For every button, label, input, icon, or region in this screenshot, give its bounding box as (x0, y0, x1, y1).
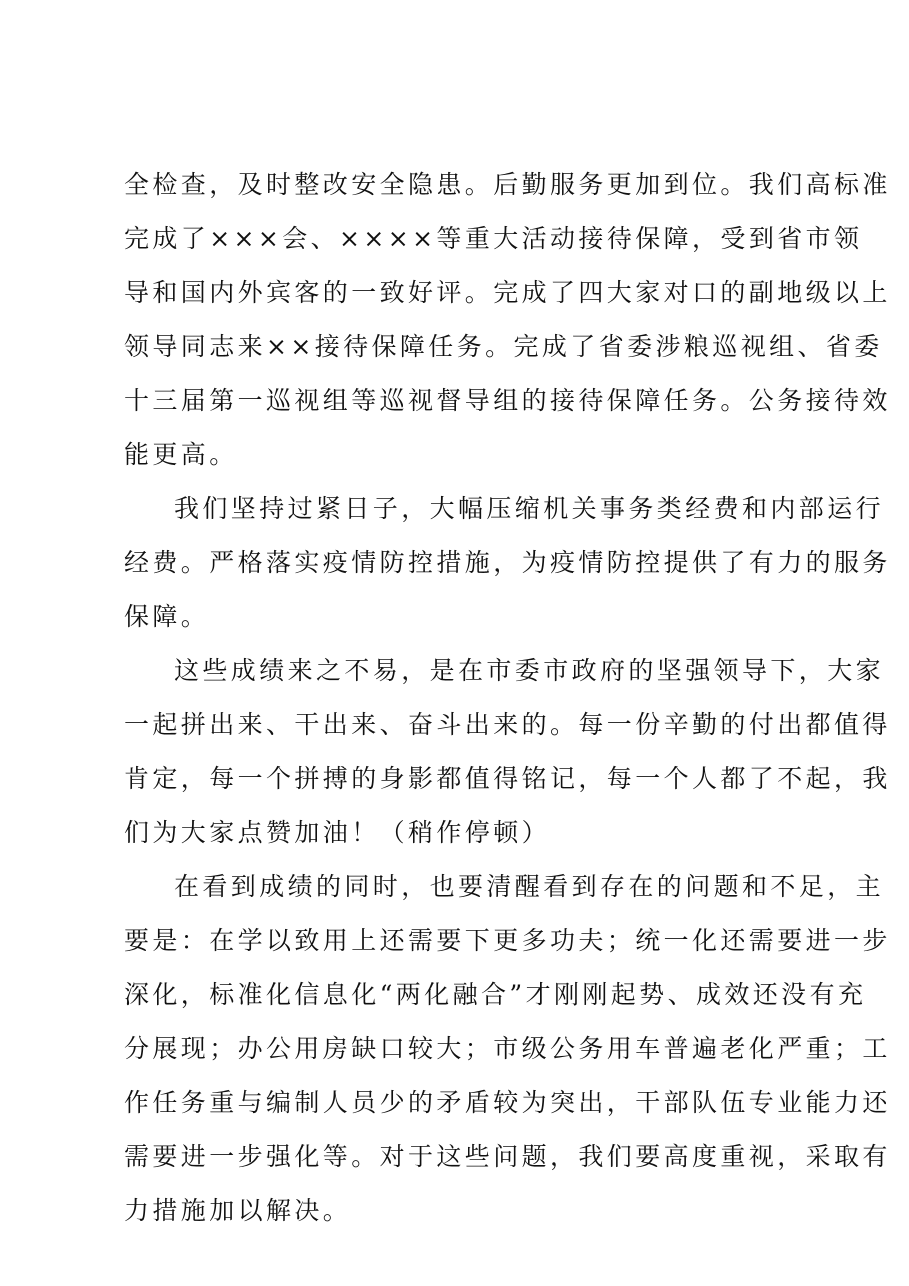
text-line-9: 保障。 (124, 602, 210, 631)
text-line-8: 经费。严格落实疫情防控措施，为疫情防控提供了有力的服务 (124, 548, 891, 577)
text-line-20: 力措施加以解决。 (124, 1196, 352, 1225)
text-line-2: 完成了×××会、××××等重大活动接待保障，受到省市领 (124, 224, 863, 253)
text-line-11: 一起拼出来、干出来、奋斗出来的。每一份辛勤的付出都值得 (124, 710, 891, 739)
text-line-18: 作任务重与编制人员少的矛盾较为突出，干部队伍专业能力还 (124, 1088, 891, 1117)
text-line-13: 们为大家点赞加油！（稍作停顿） (124, 818, 551, 847)
text-line-3: 导和国内外宾客的一致好评。完成了四大家对口的副地级以上 (124, 278, 891, 307)
text-line-1: 全检查，及时整改安全隐患。后勤服务更加到位。我们高标准 (124, 170, 891, 199)
text-line-4: 领导同志来××接待保障任务。完成了省委涉粮巡视组、省委 (124, 332, 883, 361)
text-line-7: 我们坚持过紧日子，大幅压缩机关事务类经费和内部运行 (174, 494, 885, 523)
text-line-6: 能更高。 (124, 440, 238, 469)
text-line-19: 需要进一步强化等。对于这些问题，我们要高度重视，采取有 (124, 1142, 891, 1171)
text-line-15: 要是：在学以致用上还需要下更多功夫；统一化还需要进一步 (124, 926, 891, 955)
text-line-5: 十三届第一巡视组等巡视督导组的接待保障任务。公务接待效 (124, 386, 891, 415)
text-line-14: 在看到成绩的同时，也要清醒看到存在的问题和不足，主 (174, 872, 885, 901)
text-line-16: 深化，标准化信息化“两化融合”才刚刚起势、成效还没有充 (124, 980, 867, 1009)
text-line-17: 分展现；办公用房缺口较大；市级公务用车普遍老化严重；工 (124, 1034, 891, 1063)
text-line-10: 这些成绩来之不易，是在市委市政府的坚强领导下，大家 (174, 656, 885, 685)
text-line-12: 肯定，每一个拼搏的身影都值得铭记，每一个人都了不起，我 (124, 764, 891, 793)
